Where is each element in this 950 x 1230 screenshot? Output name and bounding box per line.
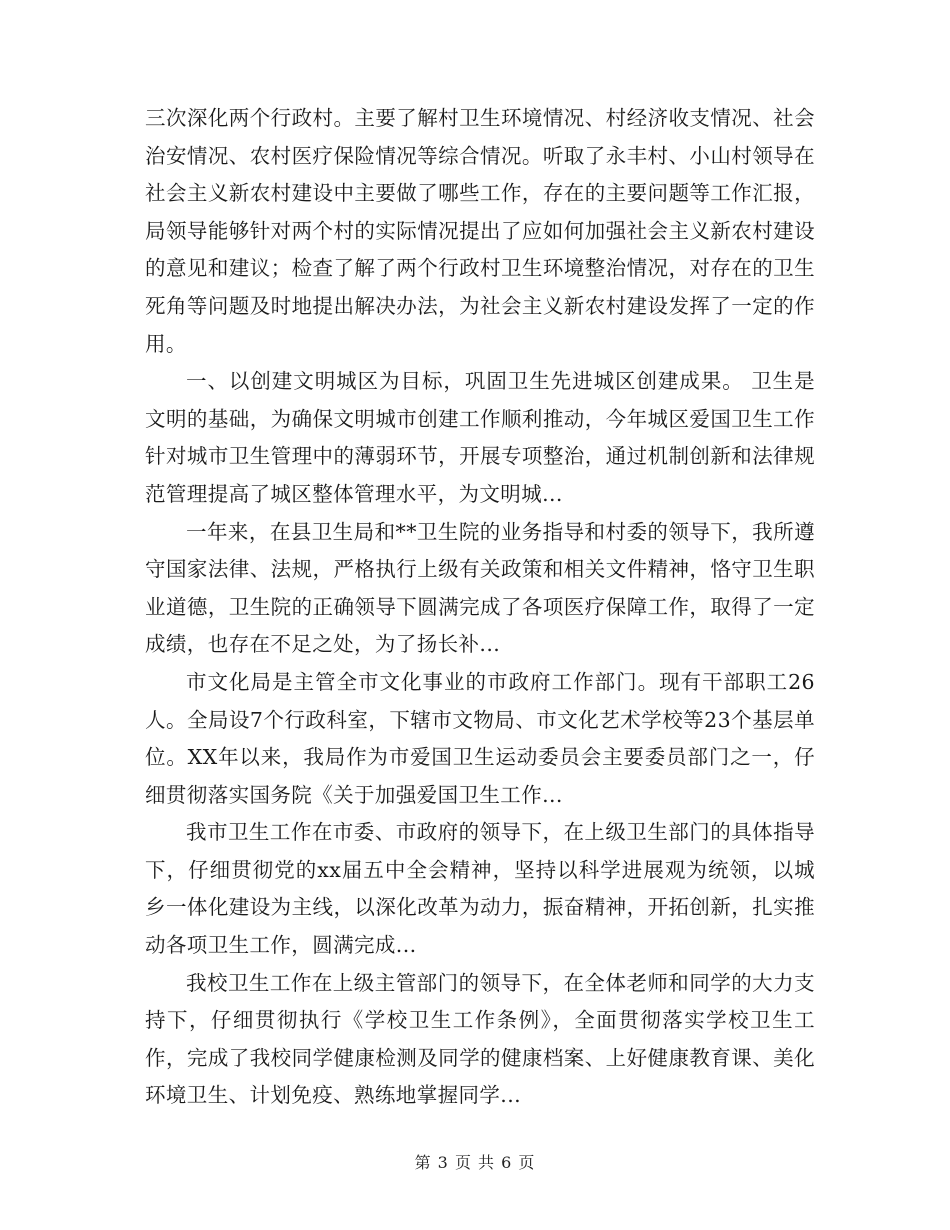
paragraph-5: 我市卫生工作在市委、市政府的领导下，在上级卫生部门的具体指导下，仔细贯彻党的xx届五中全会精神，坚持以科学进展观为统领，以城乡一体化建设为主线，以深化改革为动力，振奋精神，开拓创新，扎实推动各项卫生工作，圆满完成... bbox=[145, 820, 815, 958]
document-body bbox=[145, 100, 815, 1115]
paragraph-3: 一年来，在县卫生局和**卫生院的业务指导和村委的领导下，我所遵守国家法律、法规，严格执行上级有关政策和相关文件精神，恪守卫生职业道德，卫生院的正确领导下圆满完成了各项医疗保障工作，取得了一定成绩，也存在不足之处，为了扬长补... bbox=[145, 519, 815, 657]
paragraph-6: 我校卫生工作在上级主管部门的领导下，在全体老师和同学的大力支持下，仔细贯彻执行《学校卫生工作条例》，全面贯彻落实学校卫生工作，完成了我校同学健康检测及同学的健康档案、上好健康教育课、美化环境卫生、计划免疫、熟练地掌握同学... bbox=[145, 970, 815, 1108]
paragraph-1: 三次深化两个行政村。主要了解村卫生环境情况、村经济收支情况、社会治安情况、农村医疗保险情况等综合情况。听取了永丰村、小山村领导在社会主义新农村建设中主要做了哪些工作，存在的主要问题等工作汇报，局领导能够针对两个村的实际情况提出了应如何加强社会主义新农村建设的意见和建议；检查了解了两个行政村卫生环境整治情况，对存在的卫生死角等问题及时地提出解决办法，为社会主义新农村建设发挥了一定的作用。 bbox=[145, 106, 815, 356]
page-number-footer: 第 3 页 共 6 页 bbox=[414, 1153, 536, 1172]
paragraph-2: 一、以创建文明城区为目标，巩固卫生先进城区创建成果。 卫生是文明的基础，为确保文明城市创建工作顺利推动，今年城区爱国卫生工作针对城市卫生管理中的薄弱环节，开展专项整治，通过机制创新和法律规范管理提高了城区整体管理水平，为文明城... bbox=[145, 369, 815, 506]
paragraph-4: 市文化局是主管全市文化事业的市政府工作部门。现有干部职工26人。全局设7个行政科室，下辖市文物局、市文化艺术学校等23个基层单位。XX年以来，我局作为市爱国卫生运动委员会主要委员部门之一，仔细贯彻落实国务院《关于加强爱国卫生工作... bbox=[145, 669, 815, 807]
